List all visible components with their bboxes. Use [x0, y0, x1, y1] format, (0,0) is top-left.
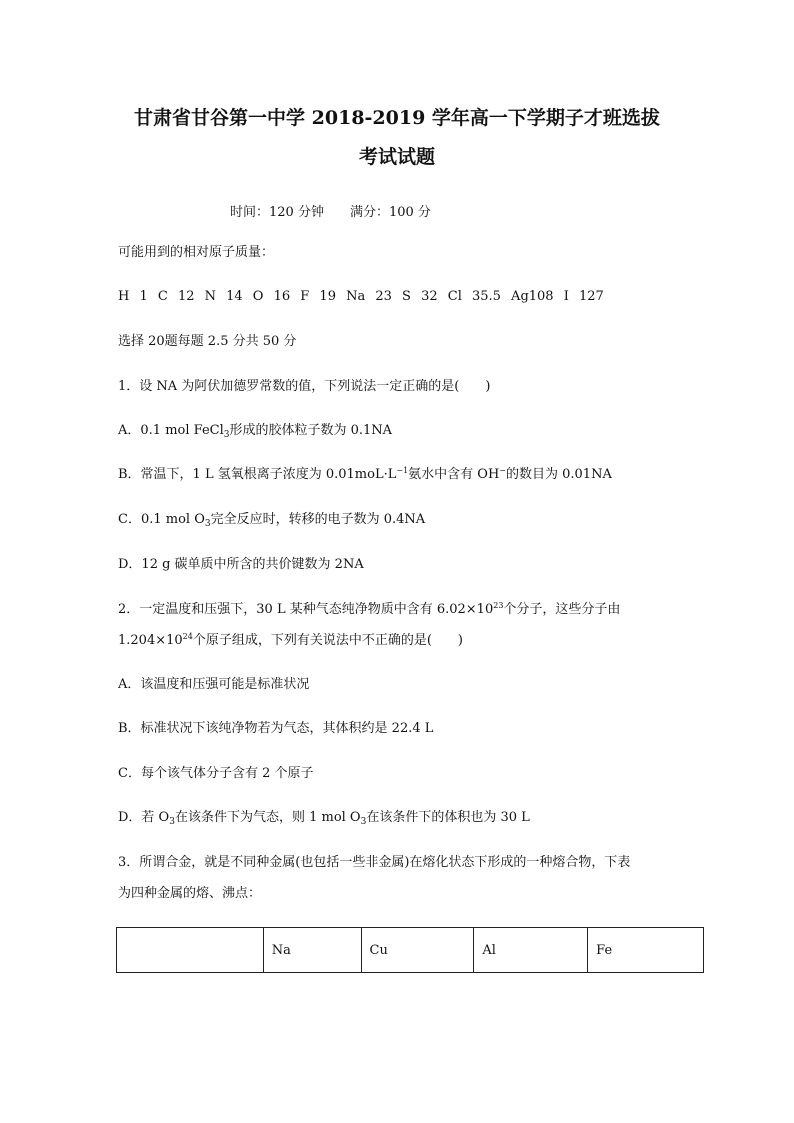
- question-1-stem: 1．设 NA 为阿伏加德罗常数的值，下列说法一定正确的是( ): [118, 379, 491, 394]
- question-1-option-a: A．0.1 mol FeCl$_3$形成的胶体粒子数为 0.1NA: [118, 423, 393, 440]
- question-2-option-c: C．每个该气体分子含有 2 个原子: [118, 766, 314, 781]
- section-note: 选择 20题每题 2.5 分共 50 分: [118, 334, 297, 349]
- table-header-cell: Fe: [588, 928, 704, 973]
- question-2-stem-line2: $1.204\times 10^{24}$个原子组成，下列有关说法中不正确的是( ): [118, 632, 463, 648]
- table-header-cell: Al: [474, 928, 588, 973]
- exam-meta: [230, 201, 431, 220]
- atomic-mass-list: H 1 C 12 N 14 O 16 F 19 Na 23 S 32 Cl 35.5 Ag108 I 127: [118, 289, 604, 304]
- document-title-line1: 甘肃省甘谷第一中学 2018-2019 学年高一下学期子才班选拔: [134, 107, 660, 129]
- table-header-cell: Na: [263, 928, 361, 973]
- question-2-stem-line1: 2．一定温度和压强下，30 L 某种气态纯净物质中含有 $6.02\times 10^{23}$个分子，这些分子由: [118, 601, 621, 617]
- table-header-cell: [117, 928, 264, 973]
- atomic-mass-header: 可能用到的相对原子质量：: [118, 245, 275, 260]
- table-header-row: [117, 928, 704, 973]
- exam-time: 时间：120 分钟: [230, 205, 324, 220]
- question-2-option-d: D．若 $O_3$在该条件下为气态，则 1 mol $O_3$在该条件下的体积也为 30 L: [118, 810, 530, 827]
- exam-score: 满分：100 分: [349, 205, 431, 220]
- question-2-option-a: A．该温度和压强可能是标准状况: [118, 677, 310, 692]
- question-1-option-c: C．0.1 mol $O_3$完全反应时，转移的电子数为 0.4NA: [118, 512, 426, 529]
- question-3-stem-line2: 为四种金属的熔、沸点：: [118, 886, 262, 901]
- table-header-cell: Cu: [361, 928, 474, 973]
- document-title-line2: 考试试题: [358, 146, 435, 168]
- metal-properties-table: [116, 927, 704, 973]
- question-1-option-b: B．常温下，1 L 氢氧根离子浓度为 $0.01moL\cdot L^{-1}$氨水中含有 OH−的数目为 0.01NA: [118, 466, 612, 482]
- question-2-option-b: B．标准状况下该纯净物若为气态，其体积约是 22.4 L: [118, 721, 434, 736]
- question-1-option-d: D．12 g 碳单质中所含的共价键数为 2NA: [118, 557, 364, 572]
- question-3-stem-line1: 3．所谓合金，就是不同种金属(也包括一些非金属)在熔化状态下形成的一种熔合物，下表: [118, 855, 631, 870]
